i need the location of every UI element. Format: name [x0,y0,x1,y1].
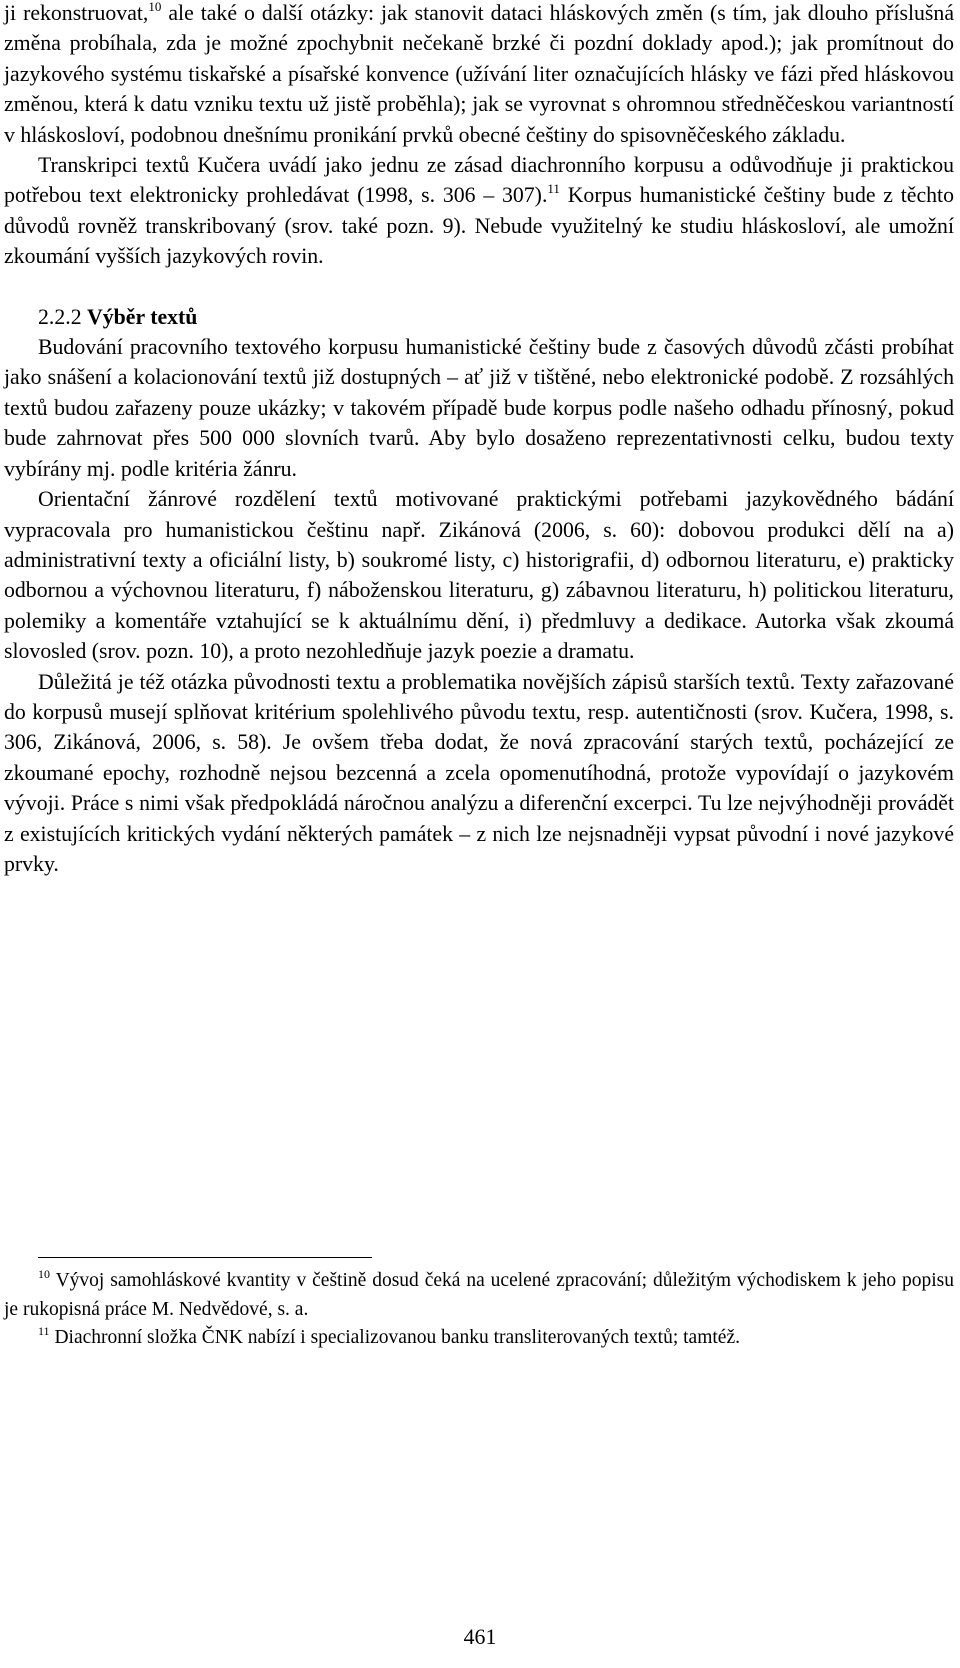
paragraph-3: Budování pracovního textového korpusu humanistické češtiny bude z časových důvodů zčásti probíhat jako snášení a kolacionování textů již dostupných – ať již v tištěné, nebo elektronické podobě. Z rozsáhlých textů budou zařazeny pouze ukázky; v takovém případě bude korpus podle našeho odhadu přínosný, pokud bude zahrnovat přes 500 000 slovních tvarů. Aby bylo dosaženo reprezentativnosti celku, budou texty vybírány mj. podle kritéria žánru. [4,335,954,481]
section-spacer [4,272,954,302]
section-title: Výběr textů [87,304,198,329]
paragraph-1 [4,0,954,150]
paragraph-5: Důležitá je též otázka původnosti textu a problematika novějších zápisů starších textů. Texty zařazované do korpusů musejí splňovat kritérium spolehlivého původu textu, resp. autentičnosti (srov. Kučera, 1998, s. 306, Zikánová, 2006, s. 58). Je ovšem třeba dodat, že nová zpracování starých textů, pocházející ze zkoumané epochy, rozhodně nejsou bezcenná a zcela opomenutíhodná, protože vypovídají o jazykovém vývoji. Práce s nimi však předpokládá náročnou analýzu a diferenční excerpci. Tu lze nejvýhodněji provádět z existujících kritických vydání některých památek – z nich lze nejsnadněji vypsat původní i nové jazykové prvky. [4,669,954,876]
paragraph-4: Orientační žánrové rozdělení textů motivované praktickými potřebami jazykovědného bádání vypracovala pro humanistickou češtinu např. Zikánová (2006, s. 60): dobovou produkci dělí na a) administrativní texty a oficiální listy, b) soukromé listy, c) historigrafii, d) odbornou literaturu, e) prakticky odbornou a výchovnou literaturu, f) náboženskou literaturu, g) zábavnou literaturu, h) politickou literaturu, polemiky a komentáře vztahující se k aktuálnímu dění, i) předmluvy a dedikace. Autorka však zkoumá slovosled (srov. pozn. 10), a proto nezohledňuje jazyk poezie a dramatu. [4,487,954,664]
footnote-ref-10[interactable]: 10 [148,0,162,14]
footnote-separator [38,1257,372,1258]
section-heading [4,302,954,332]
footnote-11-text: Diachronní složka ČNK nabízí i specializovanou banku transliterovaných textů; tamtéž. [49,1327,740,1348]
paragraph-1-text: ji rekonstruovat, [4,1,149,25]
page-number: 461 [463,1625,497,1649]
footnote-11 [4,1324,954,1353]
footnote-mark-11: 11 [38,1323,50,1338]
paragraph-2-text-cont: Korpus humanistické češtiny bude z těchto důvodů rovněž transkribovaný (srov. také pozn. 9). Nebude využitelný ke studiu hláskosloví, ale umožní zkoumání vyšších jazykových rovin. [4,183,954,269]
footnote-10-text: Vývoj samohláskové kvantity v češtině dosud čeká na ucelené zpracování; důležitým východiskem k jeho popisu je rukopisná práce M. Nedvědové, s. a. [4,1270,954,1320]
section-number: 2.2.2 [38,304,82,329]
footnote-ref-11[interactable]: 11 [547,181,560,197]
footnote-mark-10: 10 [38,1266,50,1281]
footnotes [4,1267,954,1353]
paragraph-2-text: Transkripci textů Kučera uvádí jako jednu ze zásad diachronního korpusu a odůvodňuje ji praktickou potřebou text elektronicky prohledávat (1998, s. 306 – 307). [4,153,954,208]
paragraph-2 [4,150,954,272]
paragraph-1-text-cont: ale také o další otázky: jak stanovit dataci hláskových změn (s tím, jak dlouho příslušná změna probíhala, zda je možné zpochybnit nečekaně brzké či pozdní doklady apod.); jak promítnout do jazykového systému tiskařské a písařské konvence (užívání liter označujících hlásky ve fázi před hláskovou změnou, která k datu vzniku textu už jistě proběhla); jak se vyrovnat s ohromnou středněčeskou variantností v hláskosloví, podobnou dnešnímu pronikání prvků obecné češtiny do spisovněčeského základu. [4,1,954,147]
main-text [4,0,954,879]
footnote-10 [4,1267,954,1324]
